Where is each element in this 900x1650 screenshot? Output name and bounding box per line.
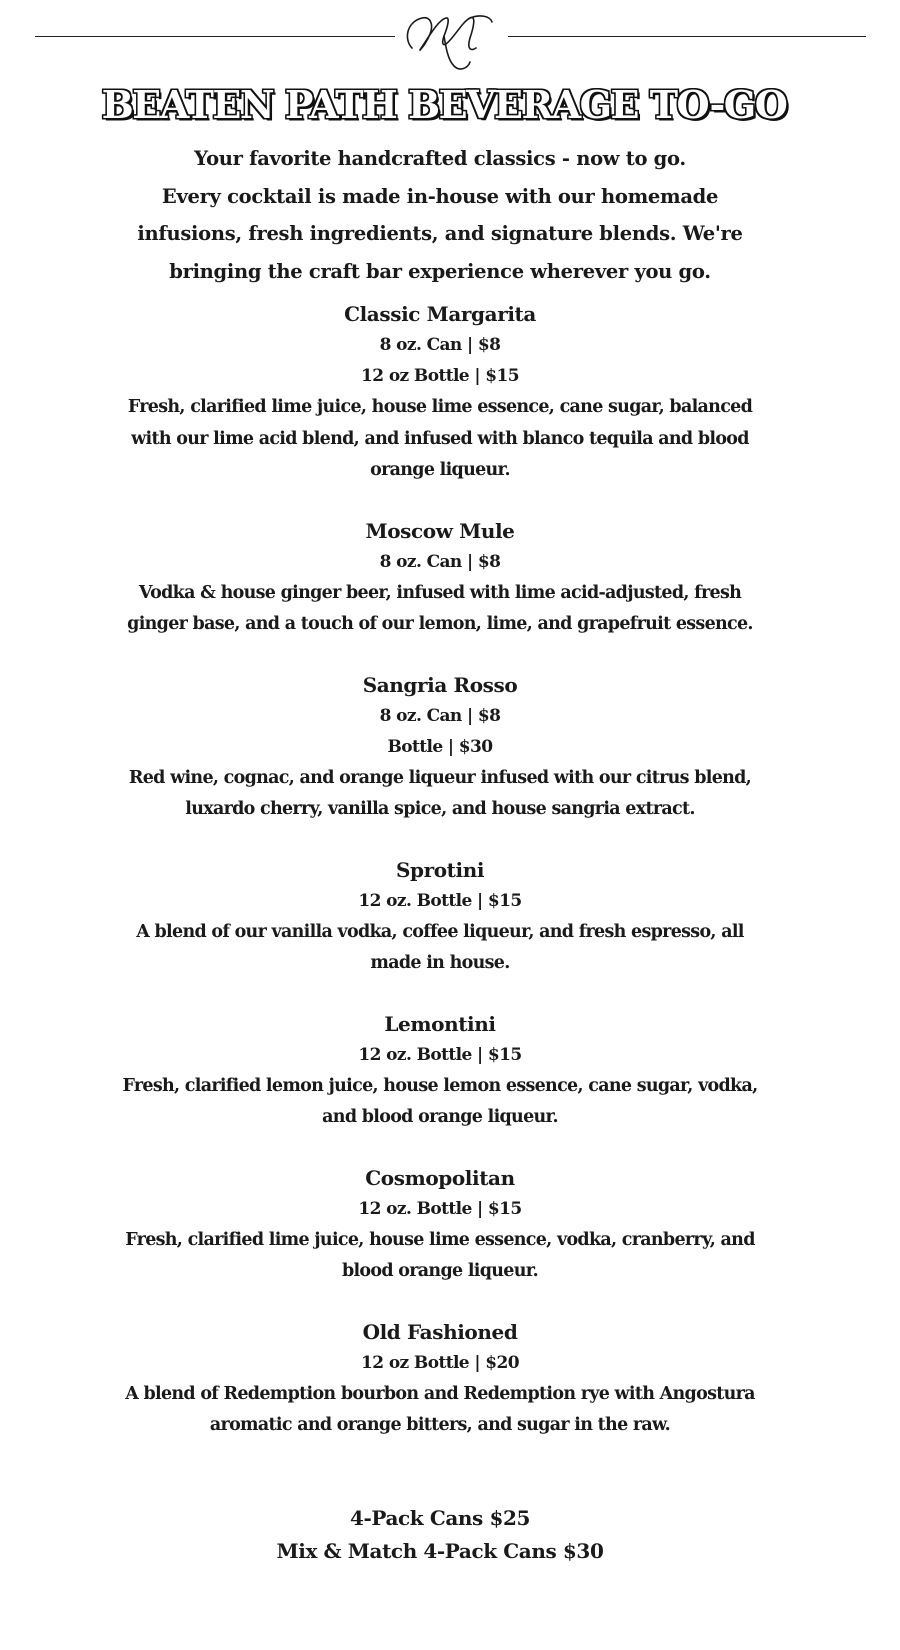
menu-item-old-fashioned [110,1316,770,1442]
item-name: Cosmopolitan [365,1165,515,1190]
item-name: Moscow Mule [365,518,515,543]
item-name: Sangria Rosso [362,672,518,697]
item-description: A blend of Redemption bourbon and Redemption rye with Angostura aromatic and orange bitters, and sugar in the raw. [125,1383,755,1435]
page-title: BEATEN PATH BEVERAGE TO-GO [101,82,787,127]
intro-line: infusions, fresh ingredients, and signature blends. We're [137,222,743,245]
header-rule-left [35,36,395,37]
menu-item-moscow-mule [110,515,770,641]
item-name: Old Fashioned [362,1319,518,1344]
item-description: Red wine, cognac, and orange liqueur infused with our citrus blend, luxardo cherry, vanilla spice, and house sangria extract. [128,767,752,819]
intro-line: Every cocktail is made in-house with our homemade [161,184,719,208]
item-size: 12 oz. Bottle | $15 [358,890,522,911]
item-size: 12 oz Bottle | $15 [361,366,519,386]
item-size: 8 oz. Can | $8 [379,705,501,726]
menu-item-lemontini [110,1008,770,1134]
item-size: 12 oz. Bottle | $15 [358,1198,522,1219]
item-description: Vodka & house ginger beer, infused with lime acid-adjusted, fresh ginger base, and a touch of our lemon, lime, and grapefruit essence. [127,582,753,634]
menu-item-cosmopolitan [110,1162,770,1288]
intro-text [100,140,780,290]
item-size: 8 oz. Can | $8 [379,551,501,572]
intro-line: Your favorite handcrafted classics - now to go. [194,147,686,170]
header-rule-right [508,36,866,37]
item-name: Classic Margarita [344,302,536,326]
menu-list [110,298,770,1470]
script-m-monogram-icon [400,4,500,76]
item-size: Bottle | $30 [387,736,493,757]
item-name: Lemontini [384,1011,496,1036]
intro-line: bringing the craft bar experience wherever you go. [169,259,711,283]
menu-item-classic-margarita [110,298,770,487]
item-description: Fresh, clarified lime juice, house lime essence, vodka, cranberry, and blood orange liqueur. [125,1229,755,1281]
item-size: 8 oz. Can | $8 [379,335,501,355]
mix-match-pack-price: Mix & Match 4-Pack Cans $30 [276,1539,604,1563]
item-description: A blend of our vanilla vodka, coffee liqueur, and fresh espresso, all made in house. [136,921,744,973]
menu-item-sangria-rosso [110,669,770,826]
item-size: 12 oz. Bottle | $15 [358,1044,522,1065]
header-ornament [0,0,900,80]
menu-item-sprotini [110,854,770,980]
item-description: Fresh, clarified lime juice, house lime essence, cane sugar, balanced with our lime acid blend, and infused with blanco tequila and blood orange liqueur. [127,397,753,480]
pack-offers [110,1502,770,1568]
item-description: Fresh, clarified lemon juice, house lemon essence, cane sugar, vodka, and blood orange liqueur. [122,1075,758,1127]
item-size: 12 oz Bottle | $20 [361,1352,519,1373]
four-pack-price: 4-Pack Cans $25 [349,1506,531,1530]
item-name: Sprotini [395,857,485,882]
